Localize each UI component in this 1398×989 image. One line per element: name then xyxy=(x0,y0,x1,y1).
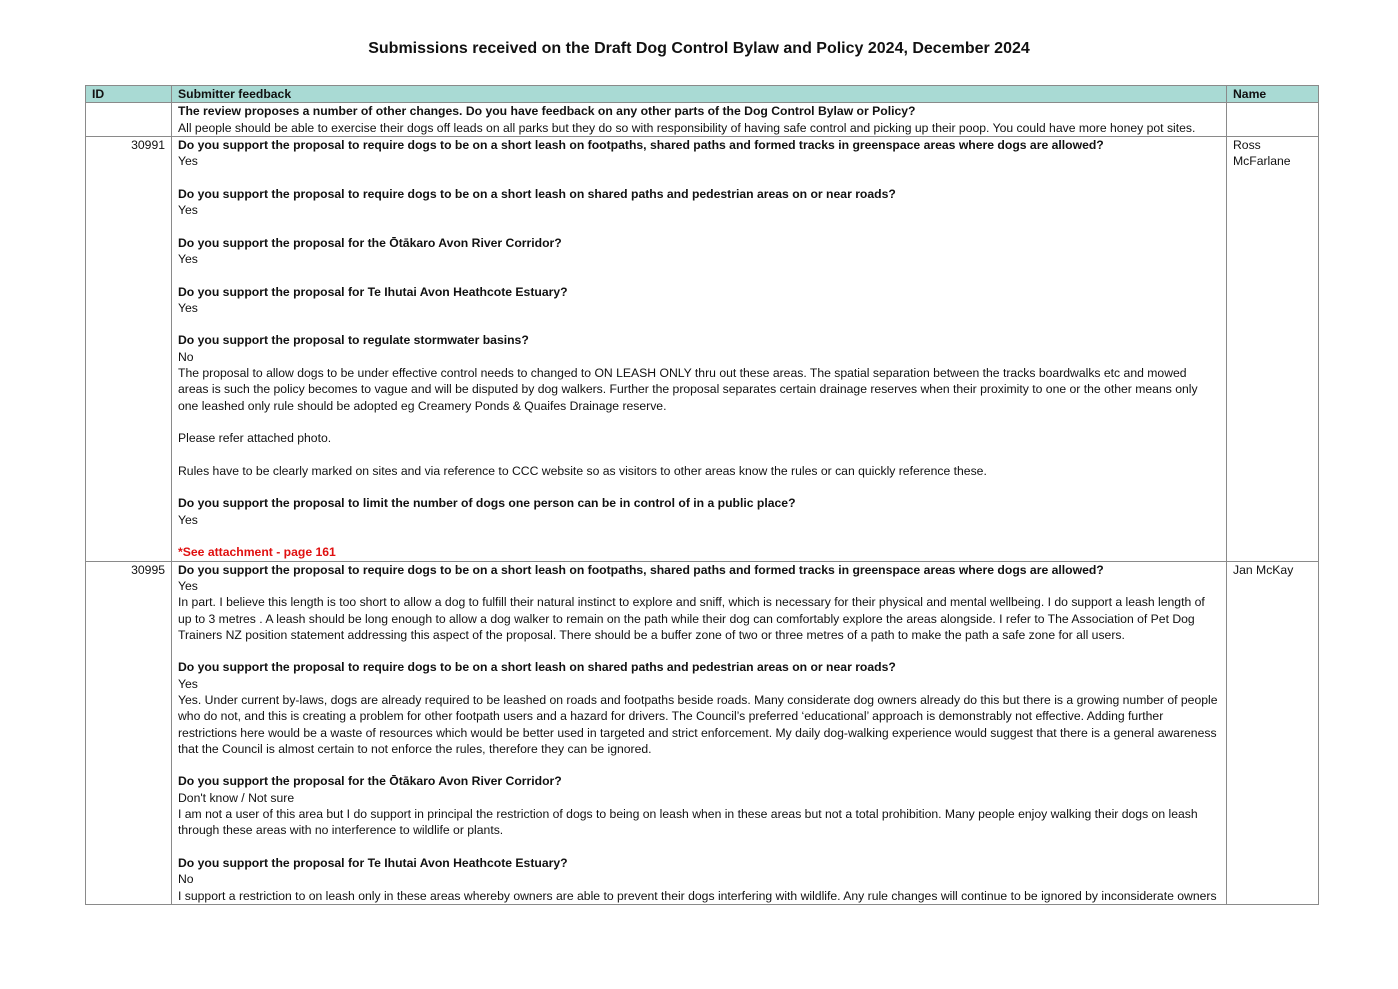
comment: Yes. Under current by-laws, dogs are already required to be leashed on roads and footpaths beside roads. Many considerate dog owners already do this but there is a growing number of people who do not, and this is creating a problem for other footpath users and a hazard for drivers. The Council’s preferred ‘educational’ approach is demonstrably not effective. Adding further restrictions here would be a waste of resources which would be better used in targeted and strict enforcement. My daily dog-walking experience would suggest that there is a general awareness that the Council is almost certain to not enforce the rules, therefore they can be ignored. xyxy=(178,692,1218,756)
attachment-note: *See attachment - page 161 xyxy=(178,545,336,560)
answer: All people should be able to exercise their dogs off leads on all parks but they do so with responsibility of having safe control and picking up their poop. You could have more honey pot sites. xyxy=(178,120,1196,135)
submissions-table xyxy=(85,85,1319,905)
question: Do you support the proposal to require dogs to be on a short leash on footpaths, shared paths and formed tracks in greenspace areas where dogs are allowed? xyxy=(178,137,1104,152)
feedback-cell xyxy=(172,561,1227,904)
question: Do you support the proposal to limit the number of dogs one person can be in control of in a public place? xyxy=(178,496,796,511)
answer: Yes xyxy=(178,203,198,218)
answer: Yes xyxy=(178,512,198,527)
header-id: ID xyxy=(86,86,172,103)
question: Do you support the proposal to regulate stormwater basins? xyxy=(178,333,529,348)
header-name: Name xyxy=(1227,86,1319,103)
question: Do you support the proposal for Te Ihutai Avon Heathcote Estuary? xyxy=(178,855,568,870)
submitter-name: Ross McFarlane xyxy=(1227,136,1319,561)
feedback-cell xyxy=(172,103,1227,137)
answer: Yes xyxy=(178,251,198,266)
answer: Don't know / Not sure xyxy=(178,790,295,805)
question: Do you support the proposal for the Ōtākaro Avon River Corridor? xyxy=(178,235,562,250)
answer: No xyxy=(178,872,194,887)
table-row xyxy=(86,136,1319,561)
answer: Yes xyxy=(178,154,198,169)
answer: Yes xyxy=(178,300,198,315)
comment: Rules have to be clearly marked on sites and via reference to CCC website so as visitors to other areas know the rules or can quickly reference these. xyxy=(178,463,987,478)
row-id: 30991 xyxy=(86,136,172,561)
question: Do you support the proposal to require dogs to be on a short leash on shared paths and pedestrian areas on or near roads? xyxy=(178,186,896,201)
answer: Yes xyxy=(178,676,198,691)
table-header-row xyxy=(86,86,1319,103)
row-id: 30995 xyxy=(86,561,172,904)
question: Do you support the proposal for the Ōtākaro Avon River Corridor? xyxy=(178,774,562,789)
comment: The proposal to allow dogs to be under effective control needs to changed to ON LEASH ONLY thru out these areas. The spatial separation between the tracks boardwalks etc and mowed areas is such the policy becomes to vague and will be disputed by dog walkers. Further the proposal separates certain drainage reserves when their proximity to one or the other means only one leashed only rule should be adopted eg Creamery Ponds & Quaifes Drainage reserve. xyxy=(178,366,1198,413)
row-id xyxy=(86,103,172,137)
submitter-name: Jan McKay xyxy=(1227,561,1319,904)
comment: Please refer attached photo. xyxy=(178,431,332,446)
feedback-cell xyxy=(172,136,1227,561)
table-row xyxy=(86,561,1319,904)
question: Do you support the proposal for Te Ihutai Avon Heathcote Estuary? xyxy=(178,284,568,299)
comment: In part. I believe this length is too short to allow a dog to fulfill their natural instinct to explore and sniff, which is necessary for their physical and mental wellbeing. I do support a leash length of up to 3 metres . A leash should be long enough to allow a dog walker to remain on the path while their dog can comfortably explore the areas alongside. I refer to The Association of Pet Dog Trainers NZ position statement addressing this aspect of the proposal. There should be a buffer zone of two or three metres of a path to make the path a safe zone for all users. xyxy=(178,595,1205,642)
answer: No xyxy=(178,349,194,364)
submitter-name xyxy=(1227,103,1319,137)
document-title: Submissions received on the Draft Dog Control Bylaw and Policy 2024, December 2024 xyxy=(368,40,1030,57)
table-row xyxy=(86,103,1319,137)
answer: Yes xyxy=(178,578,198,593)
comment: I support a restriction to on leash only in these areas whereby owners are able to prevent their dogs interfering with wildlife. Any rule changes will continue to be ignored by inconsiderate owners xyxy=(178,888,1217,903)
header-feedback: Submitter feedback xyxy=(172,86,1227,103)
question: The review proposes a number of other changes. Do you have feedback on any other parts of the Dog Control Bylaw or Policy? xyxy=(178,104,916,119)
question: Do you support the proposal to require dogs to be on a short leash on shared paths and pedestrian areas on or near roads? xyxy=(178,660,896,675)
question: Do you support the proposal to require dogs to be on a short leash on footpaths, shared paths and formed tracks in greenspace areas where dogs are allowed? xyxy=(178,562,1104,577)
comment: I am not a user of this area but I do support in principal the restriction of dogs to being on leash when in these areas but not a total prohibition. Many people enjoy walking their dogs on leash through these areas with no interference to wildlife or plants. xyxy=(178,807,1198,838)
